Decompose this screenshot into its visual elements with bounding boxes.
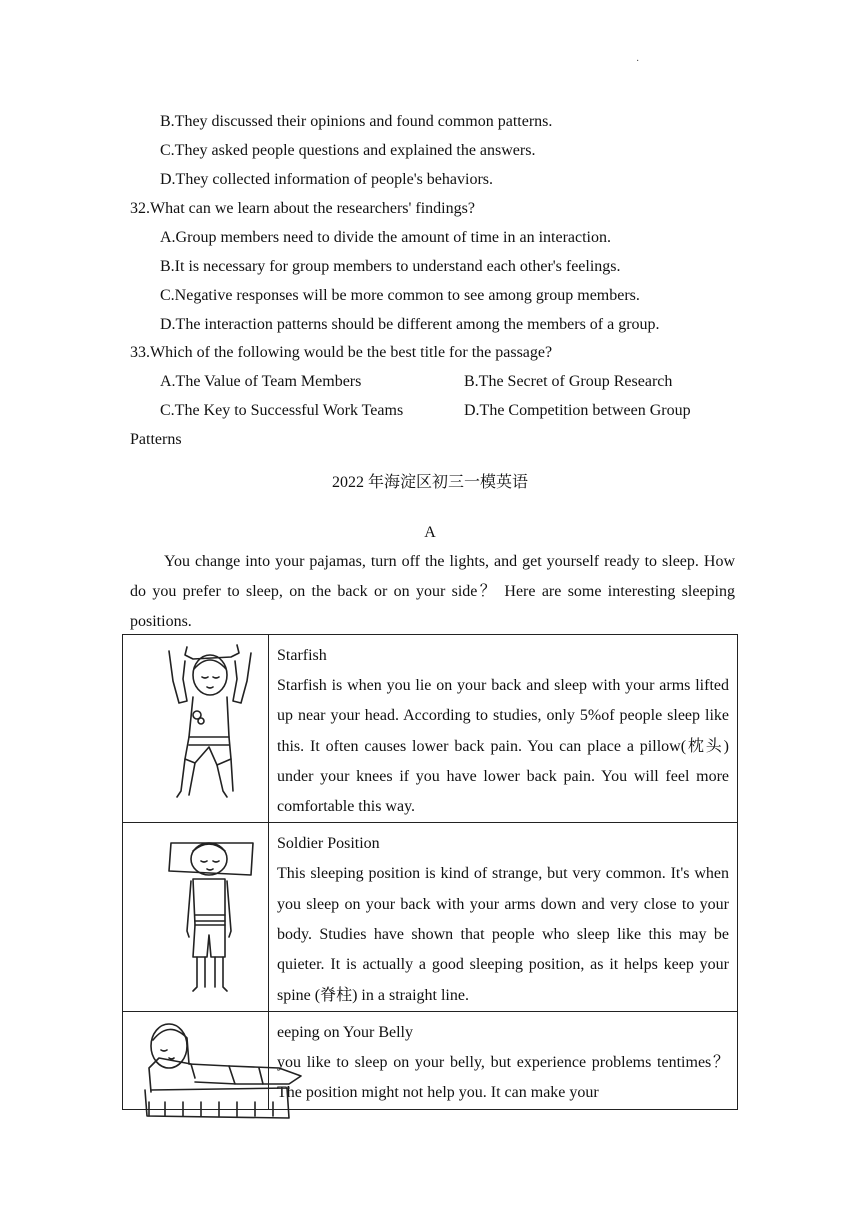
exam-title: 2022 年海淀区初三一模英语 <box>331 474 528 491</box>
position-description: Starfish is when you lie on your back and sleep with your arms lifted up near your head. According to studies, only 5%of people sleep like this. It often causes lower back pain. You can place a pillow(枕头) under your knees if you have lower back pain. You will feel more comfortable this way. <box>277 677 729 816</box>
q33-option-b: B.The Secret of Group Research <box>464 373 673 390</box>
q33-stem: 33.Which of the following would be the best title for the passage? <box>130 344 553 361</box>
q33-option-c: C.The Key to Successful Work Teams <box>160 402 404 419</box>
table-row <box>123 635 738 823</box>
q31-option-d: D.They collected information of people's behaviors. <box>160 171 493 188</box>
position-title: Soldier Position <box>277 835 380 853</box>
soldier-illustration <box>123 823 269 1011</box>
intro-paragraph <box>130 547 735 637</box>
position-title: Starfish <box>277 647 327 664</box>
starfish-cell <box>269 635 738 823</box>
section-label: A <box>424 524 436 541</box>
q32-option-d: D.The interaction patterns should be different among the members of a group. <box>160 316 660 333</box>
position-title: eeping on Your Belly <box>277 1023 413 1041</box>
sleeping-positions-table <box>122 634 738 1110</box>
q33-option-d-continued: Patterns <box>130 431 182 448</box>
header-mark: · <box>636 56 640 67</box>
position-description: you like to sleep on your belly, but experience problems tentimes？ The position might not help you. It can make your <box>277 1053 729 1102</box>
belly-illustration <box>123 1011 269 1109</box>
position-description: This sleeping position is kind of strange, but very common. It's when you sleep on your back with your arms down and very close to your body. Studies have shown that people who sleep like this may be quieter. It is actually a good sleeping position, as it helps keep your spine (脊柱) in a straight line. <box>277 865 729 1004</box>
q31-option-c: C.They asked people questions and explained the answers. <box>160 142 536 159</box>
q32-stem: 32.What can we learn about the researchers' findings? <box>130 200 475 217</box>
q32-option-b: B.It is necessary for group members to understand each other's feelings. <box>160 258 621 275</box>
q32-option-a: A.Group members need to divide the amount of time in an interaction. <box>160 229 611 246</box>
soldier-cell <box>269 823 738 1011</box>
starfish-illustration <box>123 635 269 823</box>
q31-option-b: B.They discussed their opinions and found common patterns. <box>160 113 553 130</box>
q32-option-c: C.Negative responses will be more common to see among group members. <box>160 287 640 304</box>
intro-text: You change into your pajamas, turn off the lights, and get yourself ready to sleep. How do you prefer to sleep, on the back or on your side？ Here are some interesting sleeping positions. <box>130 553 735 630</box>
q33-option-a: A.The Value of Team Members <box>160 373 362 390</box>
belly-cell <box>269 1011 738 1109</box>
table-row <box>123 823 738 1011</box>
q33-option-d: D.The Competition between Group <box>464 402 691 419</box>
table-row <box>123 1011 738 1109</box>
